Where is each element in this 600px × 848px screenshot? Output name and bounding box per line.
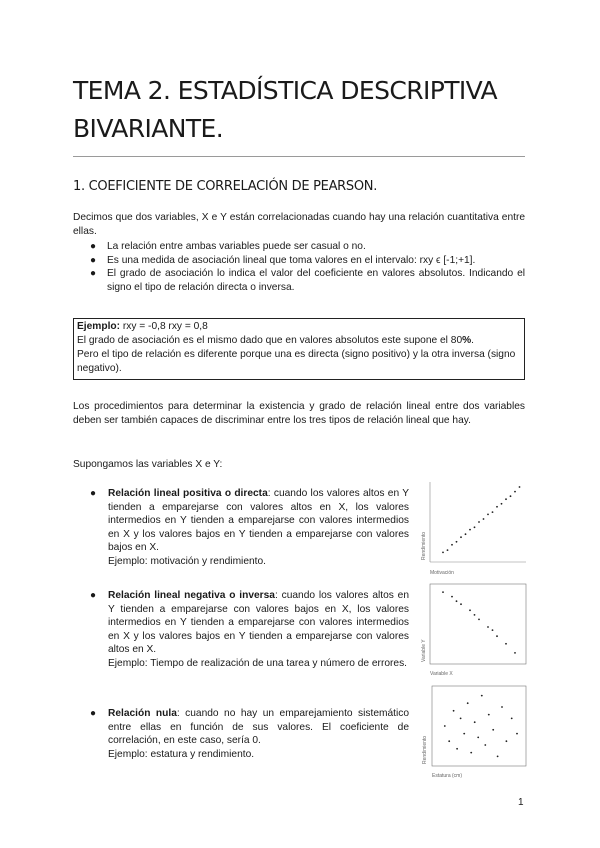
scatter-point <box>451 596 453 598</box>
example-percent: % <box>462 335 472 346</box>
bullet-icon: ● <box>90 241 97 252</box>
scatter-point <box>492 729 494 731</box>
scatter-point <box>501 706 503 708</box>
relation-term: Relación nula <box>108 708 177 719</box>
scatter-point <box>467 702 469 704</box>
scatter-plot-negative <box>420 582 530 678</box>
title-line-2: BIVARIANTE. <box>73 114 224 143</box>
relation-description: : cuando los valores altos en Y tienden a emparejarse con valores bajos en X, los valores intermedios en Y tienden a emparejarse con valores intermedios en X y los valores bajos en Y tienden a emparejarse con valores altos en X. <box>108 590 409 655</box>
example-label: Ejemplo: <box>77 321 121 332</box>
document-title <box>73 72 543 148</box>
scatter-point <box>447 549 449 551</box>
y-axis-label: Rendimiento <box>422 735 428 764</box>
example-line-1 <box>77 320 521 334</box>
list-item <box>73 254 525 268</box>
y-axis-label: Variable Y <box>421 639 427 662</box>
scatter-point <box>442 552 444 554</box>
suppose-paragraph: Supongamos las variables X e Y: <box>73 459 223 470</box>
relation-term: Relación lineal positiva o directa <box>108 488 268 499</box>
scatter-point <box>474 526 476 528</box>
list-item-text: El grado de asociación lo indica el valor del coeficiente en valores absolutos. Indicando el signo el tipo de relación directa o inversa. <box>107 268 525 293</box>
scatter-point <box>505 498 507 500</box>
properties-list <box>73 240 525 294</box>
list-item-text: Es una medida de asociación lineal que toma valores en el intervalo: rxy ϵ [-1;+1]. <box>107 254 476 266</box>
x-axis-label: Estatura (cm) <box>432 773 463 779</box>
scatter-point <box>478 619 480 621</box>
bullet-icon: ● <box>90 268 97 279</box>
bullet-icon: ● <box>90 254 97 266</box>
relation-description: : cuando los valores altos en Y tienden a emparejarse con valores altos en X, los valores intermedios en Y tienden a emparejarse con valores intermedios en X y los valores bajos en Y tienden a emparejarse con valores bajos en X. <box>108 488 409 553</box>
relation-example: Ejemplo: Tiempo de realización de una tarea y número de errores. <box>108 657 407 669</box>
y-axis-label: Rendimiento <box>421 531 427 560</box>
scatter-point <box>448 740 450 742</box>
scatter-point <box>444 725 446 727</box>
scatter-points <box>442 591 516 654</box>
page-number: 1 <box>518 797 524 808</box>
list-item-text: La relación entre ambas variables puede ser casual o no. <box>107 241 366 252</box>
example-values: rxy = -0,8 rxy = 0,8 <box>120 321 208 332</box>
scatter-point <box>514 652 516 654</box>
scatter-plot-null <box>420 684 530 780</box>
scatter-point <box>511 718 513 720</box>
section-heading: 1. COEFICIENTE DE CORRELACIÓN DE PEARSON. <box>73 179 378 194</box>
scatter-plot-positive <box>420 478 530 576</box>
scatter-point <box>451 544 453 546</box>
scatter-point <box>496 506 498 508</box>
scatter-point <box>510 495 512 497</box>
scatter-point <box>487 626 489 628</box>
scatter-point <box>484 744 486 746</box>
x-axis-label: Variable X <box>430 671 453 677</box>
example-line-3: Pero el tipo de relación es diferente porque una es directa (signo positivo) y la otra inversa (signo negativo). <box>77 349 516 374</box>
scatter-point <box>465 533 467 535</box>
scatter-point <box>469 529 471 531</box>
scatter-point <box>501 503 503 505</box>
scatter-point <box>456 748 458 750</box>
scatter-point <box>460 718 462 720</box>
scatter-point <box>519 486 521 488</box>
bullet-icon: ● <box>90 488 97 499</box>
scatter-point <box>483 518 485 520</box>
procedures-paragraph: Los procedimientos para determinar la existencia y grado de relación lineal entre dos variables deben ser también capaces de discriminar entre los tres tipos de relación lineal que hay. <box>73 401 525 426</box>
scatter-point <box>470 752 472 754</box>
scatter-point <box>474 721 476 723</box>
title-line-1: TEMA 2. ESTADÍSTICA DESCRIPTIVA <box>73 76 498 105</box>
scatter-point <box>474 614 476 616</box>
scatter-point <box>477 737 479 739</box>
relation-example: Ejemplo: estatura y rendimiento. <box>108 748 255 760</box>
scatter-point <box>492 629 494 631</box>
scatter-point <box>481 695 483 697</box>
scatter-point <box>506 740 508 742</box>
relation-negative <box>73 589 409 670</box>
title-divider <box>73 156 525 157</box>
scatter-point <box>456 600 458 602</box>
scatter-point <box>505 643 507 645</box>
list-item <box>73 267 525 294</box>
scatter-point <box>487 514 489 516</box>
scatter-point <box>516 733 518 735</box>
scatter-point <box>463 733 465 735</box>
example-box <box>73 318 525 380</box>
relation-null <box>73 707 409 761</box>
scatter-point <box>496 635 498 637</box>
scatter-point <box>460 603 462 605</box>
x-axis-label: Motivación <box>430 570 454 576</box>
list-item <box>73 240 525 254</box>
relation-description: : cuando no hay un emparejamiento sistemático entre ellas en función de sus valores. El coeficiente de correlación, en este caso, sería 0. <box>108 708 410 746</box>
scatter-point <box>442 591 444 593</box>
scatter-points <box>444 695 518 758</box>
scatter-point <box>469 609 471 611</box>
relation-example: Ejemplo: motivación y rendimiento. <box>108 555 266 567</box>
relation-positive <box>73 487 409 568</box>
scatter-point <box>456 541 458 543</box>
scatter-point <box>488 714 490 716</box>
plot-frame <box>430 584 526 664</box>
plot-frame <box>432 686 526 766</box>
scatter-point <box>478 521 480 523</box>
relation-term: Relación lineal negativa o inversa <box>108 590 275 601</box>
scatter-point <box>453 710 455 712</box>
scatter-points <box>442 486 520 553</box>
example-line-2: El grado de asociación es el mismo dado que en valores absolutos este supone el 80%. <box>77 335 475 346</box>
scatter-point <box>497 756 499 758</box>
scatter-point <box>492 511 494 513</box>
bullet-icon: ● <box>90 590 97 601</box>
scatter-point <box>460 536 462 538</box>
intro-paragraph: Decimos que dos variables, X e Y están correlacionadas cuando hay una relación cuantitativa entre ellas. <box>73 212 525 237</box>
scatter-point <box>514 491 516 493</box>
bullet-icon: ● <box>90 708 97 719</box>
